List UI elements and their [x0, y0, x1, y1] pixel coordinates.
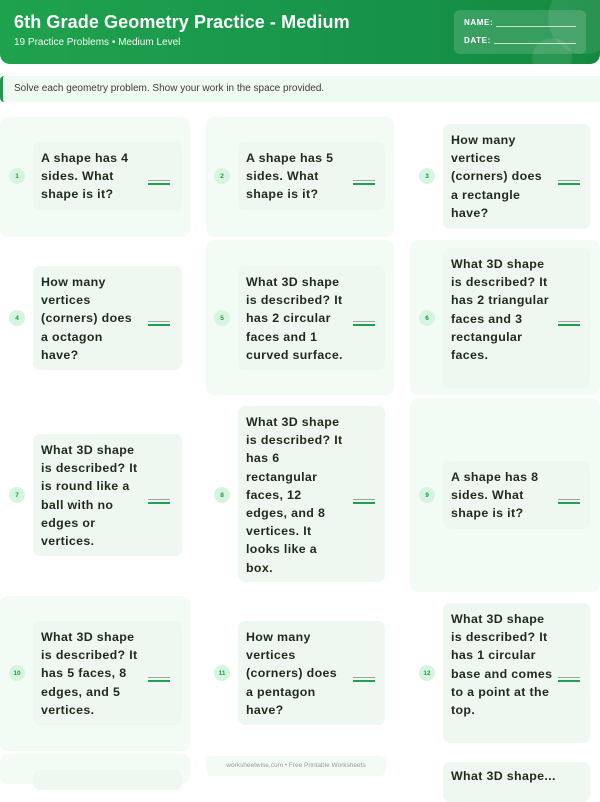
question-text: How many vertices (corners) does a rectangle have? [451, 133, 542, 220]
answer-line[interactable] [353, 180, 375, 185]
question-box [33, 770, 182, 790]
problem-number-badge: 9 [419, 487, 435, 503]
date-field[interactable] [494, 43, 576, 44]
answer-line[interactable] [558, 499, 580, 504]
page-subtitle: 19 Practice Problems • Medium Level [14, 37, 181, 48]
question-text: A shape has 5 sides. What shape is it? [246, 151, 334, 202]
name-date-box [454, 10, 586, 54]
question-text: What 3D shape is described? It has 6 rectangular faces, 12 edges, and 8 vertices. It looks like a box. [246, 415, 343, 575]
question-text: What 3D shape is described? It has 1 circular base and comes to a point at the top. [451, 612, 553, 718]
answer-line[interactable] [558, 321, 580, 326]
problem-number-badge: 10 [9, 665, 25, 681]
question-text: What 3D shape is described? It has 5 faces, 8 edges, and 5 vertices. [41, 630, 138, 717]
question-text: What 3D shape is described? It has 2 triangular faces and 3 rectangular faces. [451, 257, 549, 363]
answer-line[interactable] [148, 321, 170, 326]
name-label: NAME: [464, 18, 494, 27]
question-text: What 3D shape is described? It is round like a ball with no edges or vertices. [41, 443, 138, 549]
question-text: A shape has 4 sides. What shape is it? [41, 151, 129, 202]
problem-number-badge: 4 [9, 310, 25, 326]
question-text: A shape has 8 sides. What shape is it? [451, 470, 539, 521]
name-field[interactable] [496, 26, 576, 27]
instructions-banner [0, 76, 600, 102]
problem-number-badge: 12 [419, 665, 435, 681]
problem-number-badge: 1 [9, 168, 25, 184]
answer-line[interactable] [558, 180, 580, 185]
date-label: DATE: [464, 36, 491, 45]
footer-text: worksheetwise.com • Free Printable Worksheets [226, 762, 366, 769]
question-text: What 3D shape... [451, 769, 556, 783]
problem-number-badge: 6 [419, 310, 435, 326]
problem-number-badge: 5 [214, 310, 230, 326]
answer-line[interactable] [148, 499, 170, 504]
answer-line[interactable] [353, 677, 375, 682]
answer-line[interactable] [558, 677, 580, 682]
question-text: How many vertices (corners) does a pentagon have? [246, 630, 337, 717]
footer [206, 756, 386, 776]
problem-number-badge: 7 [9, 487, 25, 503]
problem-number-badge: 11 [214, 665, 230, 681]
worksheet-header [0, 0, 600, 64]
question-text: How many vertices (corners) does a octagon have? [41, 275, 132, 362]
question-text: What 3D shape is described? It has 2 circular faces and 1 curved surface. [246, 275, 343, 362]
problem-number-badge: 3 [419, 168, 435, 184]
instructions-text: Solve each geometry problem. Show your work in the space provided. [14, 83, 325, 94]
problem-number-badge: 2 [214, 168, 230, 184]
answer-line[interactable] [353, 499, 375, 504]
answer-line[interactable] [148, 180, 170, 185]
answer-line[interactable] [148, 677, 170, 682]
problem-number-badge: 8 [214, 487, 230, 503]
answer-line[interactable] [353, 321, 375, 326]
page-title: 6th Grade Geometry Practice - Medium [14, 12, 350, 32]
